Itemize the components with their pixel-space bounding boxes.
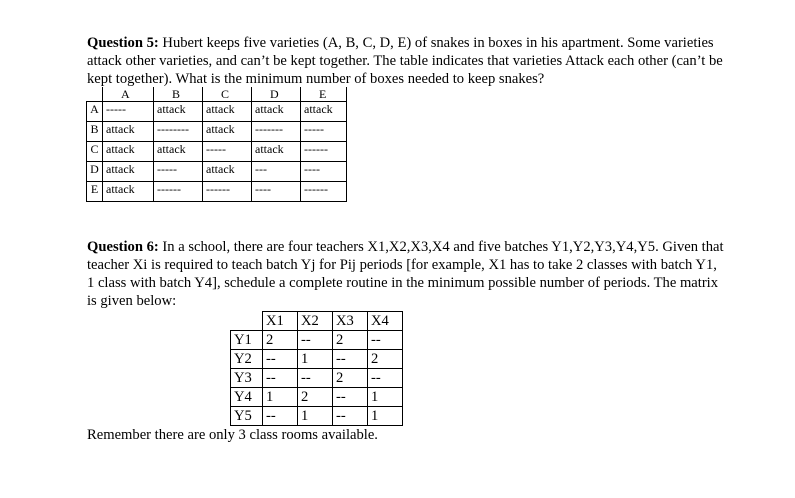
column-header: A — [103, 87, 154, 102]
table-row — [87, 162, 347, 182]
table-cell: -- — [333, 407, 368, 426]
row-header: C — [87, 142, 103, 162]
row-header: Y1 — [231, 331, 263, 350]
table-cell: ------ — [301, 142, 347, 162]
row-header: Y3 — [231, 369, 263, 388]
table-cell: attack — [103, 142, 154, 162]
table-cell: -- — [263, 350, 298, 369]
row-header: A — [87, 102, 103, 122]
table-cell: ---- — [301, 162, 347, 182]
table-cell: attack — [203, 162, 252, 182]
table-cell: -- — [298, 369, 333, 388]
row-header: D — [87, 162, 103, 182]
table-cell: ----- — [154, 162, 203, 182]
row-header: B — [87, 122, 103, 142]
table-cell: -- — [333, 388, 368, 407]
table-cell: 2 — [263, 331, 298, 350]
table-cell: attack — [103, 122, 154, 142]
row-header: Y5 — [231, 407, 263, 426]
table-cell: --- — [252, 162, 301, 182]
column-header: C — [203, 87, 252, 102]
table-cell: attack — [203, 122, 252, 142]
table-row — [231, 369, 403, 388]
table-cell: attack — [301, 102, 347, 122]
table-cell: attack — [103, 182, 154, 202]
table-cell: -- — [263, 407, 298, 426]
table-row — [231, 350, 403, 369]
table-cell: ----- — [301, 122, 347, 142]
table-cell: ------ — [154, 182, 203, 202]
question-5-label: Question 5: — [87, 35, 159, 51]
column-header: X1 — [263, 312, 298, 331]
table-row — [231, 407, 403, 426]
table-row — [231, 331, 403, 350]
teacher-batch-matrix — [230, 311, 403, 426]
table-cell: 1 — [298, 407, 333, 426]
table-cell: -------- — [154, 122, 203, 142]
table-cell: attack — [252, 102, 301, 122]
question-6-text — [87, 238, 727, 310]
column-header: X4 — [368, 312, 403, 331]
column-header: D — [252, 87, 301, 102]
table-row — [87, 182, 347, 202]
table-cell: 2 — [368, 350, 403, 369]
table-cell: ----- — [203, 142, 252, 162]
table-cell: ------- — [252, 122, 301, 142]
row-header: Y4 — [231, 388, 263, 407]
question-6-body: In a school, there are four teachers X1,X2,X3,X4 and five batches Y1,Y2,Y3,Y4,Y5. Given that teacher Xi is required to teach batch Yj for Pij periods [for example, X1 has to take 2 classes with batch Y1, 1 class with batch Y4], schedule a complete routine in the minimum possible number of periods. The matrix is given below: — [87, 239, 724, 309]
table-cell: attack — [252, 142, 301, 162]
table-cell: attack — [154, 102, 203, 122]
table-cell: attack — [154, 142, 203, 162]
table-cell: -- — [298, 331, 333, 350]
table-cell: ---- — [252, 182, 301, 202]
question-6-note: Remember there are only 3 class rooms available. — [87, 427, 378, 443]
question-5-body: Hubert keeps five varieties (A, B, C, D, E) of snakes in boxes in his apartment. Some varieties attack other varieties, and can’t be kept together. The table indicates that varieties Attack each other (can’t be kept together). What is the minimum number of boxes needed to keep snakes? — [87, 35, 723, 87]
table-cell: ------ — [203, 182, 252, 202]
column-header: B — [154, 87, 203, 102]
row-header: Y2 — [231, 350, 263, 369]
table-cell: 2 — [333, 369, 368, 388]
column-header: X2 — [298, 312, 333, 331]
table-cell: 1 — [298, 350, 333, 369]
column-header: E — [301, 87, 347, 102]
table-cell: 2 — [298, 388, 333, 407]
table-cell: 1 — [368, 388, 403, 407]
question-6-label: Question 6: — [87, 239, 159, 255]
table-cell: attack — [103, 162, 154, 182]
table-row — [87, 102, 347, 122]
table-cell: 1 — [263, 388, 298, 407]
column-header: X3 — [333, 312, 368, 331]
table-row — [87, 122, 347, 142]
table-cell: -- — [263, 369, 298, 388]
table-row — [87, 142, 347, 162]
table-cell: ----- — [103, 102, 154, 122]
table-cell: -- — [333, 350, 368, 369]
table-cell: attack — [203, 102, 252, 122]
table-cell: ------ — [301, 182, 347, 202]
table-cell: 2 — [333, 331, 368, 350]
snake-attack-table — [86, 87, 347, 202]
table-header-row — [231, 312, 403, 331]
row-header: E — [87, 182, 103, 202]
table-cell: -- — [368, 331, 403, 350]
question-5-text — [87, 34, 727, 88]
table-row — [231, 388, 403, 407]
table-header-row — [87, 87, 347, 102]
table-cell: -- — [368, 369, 403, 388]
table-cell: 1 — [368, 407, 403, 426]
